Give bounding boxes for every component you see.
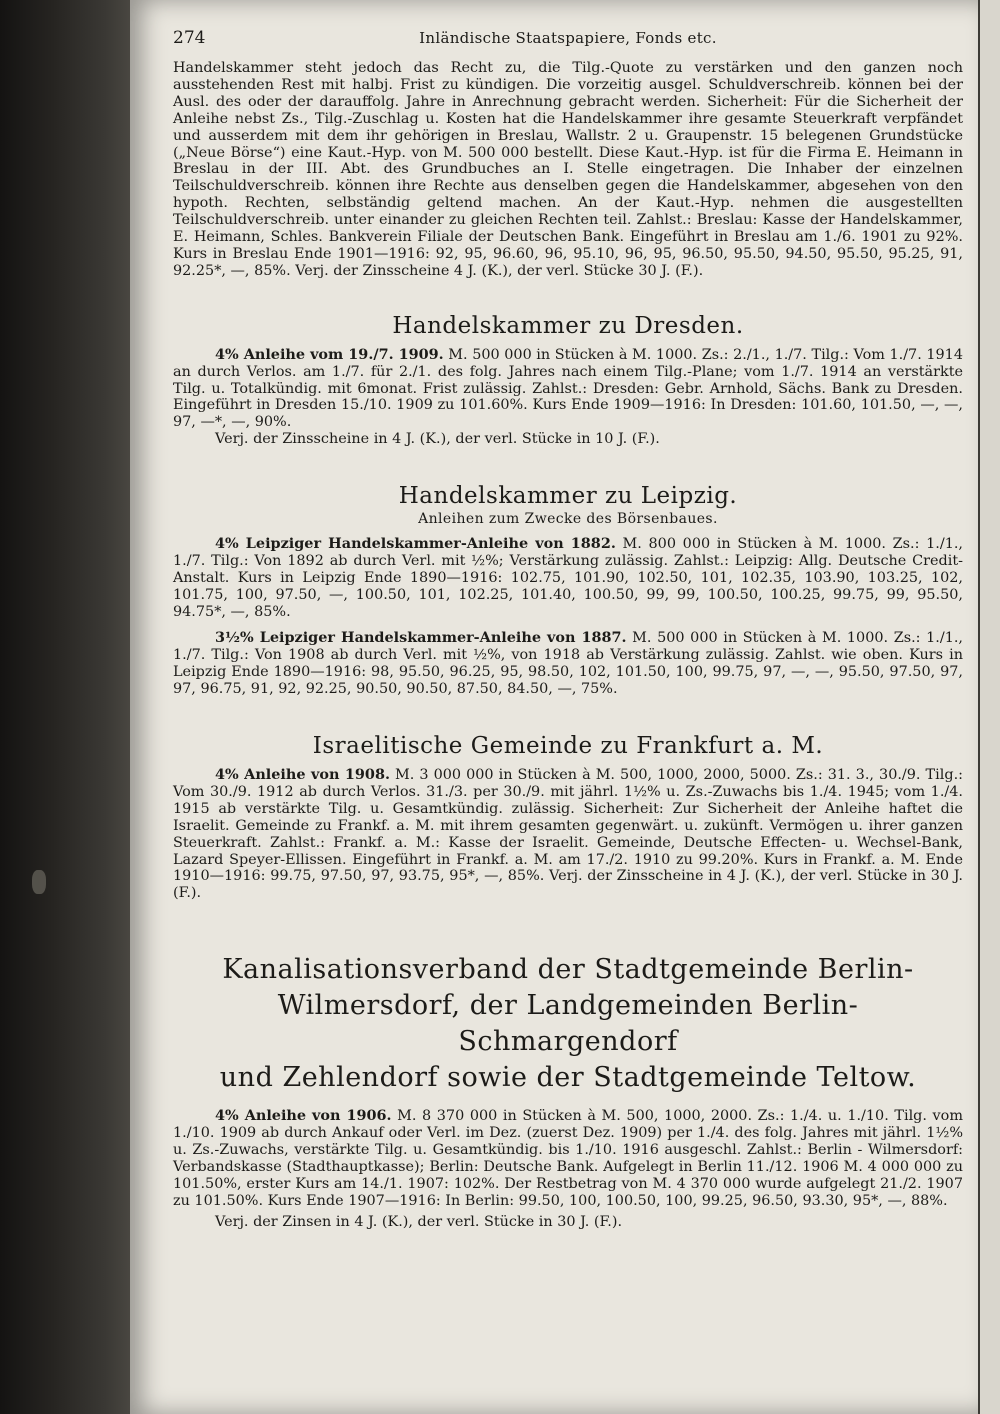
frankfurt-section xyxy=(173,767,963,902)
binding-mark xyxy=(32,870,46,894)
kanal-section xyxy=(173,1108,963,1230)
page-number: 274 xyxy=(173,28,206,48)
frankfurt-loan-text: M. 3 000 000 in Stücken à M. 500, 1000, 2000, 5000. Zs.: 31. 3., 30./9. Tilg.: Vom 30./9. 1912 ab durch Verlos. 31./3. per 30./9. mit jährl. 1½% u. Zs.-Zuwachs bis 1./4. 1945; vom 1./4. 1915 ab verstärkte Tilg. u. Gesamtkündig. zulässig. Sicherheit: Zur Sicherheit der Anleihe haftet die Israelit. Gemeinde zu Frankf. a. M. mit ihrem gesamten gegenwärt. u. zukünft. Vermögen u. ihrer ganzen Steuerkraft. Zahlst.: Frankf. a. M.: Kasse der Israelit. Gemeinde, Deutsche Effecten- u. Wechsel-Bank, Lazard Speyer-Ellissen. Eingeführt in Frankf. a. M. am 17./2. 1910 zu 99.20%. Kurs in Frankf. a. M. Ende 1910—1916: 99.75, 97.50, 97, 93.75, 95*, —, 85%. Verj. der Zinsscheine in 4 J. (K.), der verl. Stücke in 30 J. (F.). xyxy=(173,767,963,902)
heading-frankfurt: Israelitische Gemeinde zu Frankfurt a. M. xyxy=(312,733,824,760)
leipzig-loan1-paragraph xyxy=(173,536,963,621)
page-content xyxy=(173,30,963,1231)
kanal-loan-title: 4% Anleihe von 1906. xyxy=(215,1107,392,1125)
heading-kanalisationsverband xyxy=(173,952,963,1096)
heading-kanal-line2: Wilmersdorf, der Landgemeinden Berlin-Schmargendorf xyxy=(277,990,859,1058)
kanal-loan-text: M. 8 370 000 in Stücken à M. 500, 1000, 2000. Zs.: 1./4. u. 1./10. Tilg. vom 1./10. 1909 ab durch Ankauf oder Verl. im Dez. (zuerst Dez. 1909) per 1./4. des folg. Jahres mit jährl. 1½% u. Zs.-Zuwachs, verstärkte Tilg. u. Gesamtkündig. bis 1./10. 1916 ausgeschl. Zahlst.: Berlin - Wilmersdorf: Verbandskasse (Stadthauptkasse); Berlin: Deutsche Bank. Aufgelegt in Berlin 11./12. 1906 M. 4 000 000 zu 101.50%, erster Kurs am 14./1. 1907: 102%. Der Restbetrag von M. 4 370 000 wurde aufgelegt 21./2. 1907 zu 101.50%. Kurs Ende 1907—1916: In Berlin: 99.50, 100, 100.50, 100, 99.25, 96.50, 93.30, 95*, —, 88%. xyxy=(173,1108,963,1209)
dresden-loan-title: 4% Anleihe vom 19./7. 1909. xyxy=(215,345,444,363)
leipzig-subtitle: Anleihen zum Zwecke des Börsenbaues. xyxy=(418,511,718,528)
leipzig-loan2-title: 3½% Leipziger Handelskammer-Anleihe von 1887. xyxy=(215,629,627,647)
heading-dresden: Handelskammer zu Dresden. xyxy=(392,312,744,339)
leipzig-loan2-text: M. 500 000 in Stücken à M. 1000. Zs.: 1./1., 1./7. Tilg.: Von 1908 ab durch Verl. mit ½%, von 1918 ab Verstärkung zulässig. Zahlst. wie oben. Kurs in Leipzig Ende 1890—1916: 98, 95.50, 96.25, 95, 98.50, 102, 101.50, 100, 99.75, 97, —, —, 95.50, 97.50, 97, 97, 96.75, 91, 92, 92.25, 90.50, 90.50, 87.50, 84.50, —, 75%. xyxy=(173,630,963,698)
frankfurt-loan-paragraph xyxy=(173,767,963,902)
heading-kanal-line3: und Zehlendorf sowie der Stadtgemeinde Teltow. xyxy=(219,1062,917,1094)
intro-section xyxy=(173,60,963,280)
running-head xyxy=(173,30,963,60)
dresden-loan-text: M. 500 000 in Stücken à M. 1000. Zs.: 2./1., 1./7. Tilg.: Vom 1./7. 1914 an durch Verlos. am 1./7. für 2./1. des folg. Jahres nach einem Tilg.-Plane; vom 1./7. 1914 an verstärkte Tilg. u. Totalkündig. mit 6monat. Frist zulässig. Zahlst.: Dresden: Gebr. Arnhold, Sächs. Bank zu Dresden. Eingeführt in Dresden 15./10. 1909 zu 101.60%. Kurs Ende 1909—1916: In Dresden: 101.60, 101.50, —, —, 97, —*, —, 90%. xyxy=(173,346,963,431)
leipzig-loan2-paragraph xyxy=(173,630,963,698)
dresden-verj: Verj. der Zinsscheine in 4 J. (K.), der verl. Stücke in 10 J. (F.). xyxy=(215,431,660,448)
book-binding xyxy=(0,0,150,1414)
leipzig-loan1-title: 4% Leipziger Handelskammer-Anleihe von 1882. xyxy=(215,534,616,552)
heading-leipzig: Handelskammer zu Leipzig. xyxy=(398,483,738,510)
leipzig-loan1-text: M. 800 000 in Stücken à M. 1000. Zs.: 1./1., 1./7. Tilg.: Von 1892 ab durch Verl. mit ½%; Verstärkung zulässig. Zahlst.: Leipzig: Allg. Deutsche Credit-Anstalt. Kurs in Leipzig Ende 1890—1916: 102.75, 101.90, 102.50, 101, 102.35, 103.90, 103.25, 102, 101.75, 100, 97.50, —, 100.50, 101, 102.25, 101.40, 100.50, 99, 99, 100.50, 100.25, 99.75, 99, 95.50, 94.75*, —, 85%. xyxy=(173,535,964,620)
dresden-section xyxy=(173,347,963,448)
heading-kanal-line1: Kanalisationsverband der Stadtgemeinde Berlin- xyxy=(222,954,914,986)
kanal-verj: Verj. der Zinsen in 4 J. (K.), der verl. Stücke in 30 J. (F.). xyxy=(215,1213,623,1230)
kanal-loan-paragraph xyxy=(173,1108,963,1209)
leipzig-section xyxy=(173,536,963,698)
frankfurt-loan-title: 4% Anleihe von 1908. xyxy=(215,766,390,783)
dresden-loan-paragraph xyxy=(173,347,963,432)
adjacent-page-edge xyxy=(978,0,1000,1414)
intro-paragraph: Handelskammer steht jedoch das Recht zu, die Tilg.-Quote zu verstärken und den ganzen noch ausstehenden Rest mit halbj. Frist zu kündigen. Die vorzeitig ausgel. Schuldverschreib. können bei der Ausl. des oder der darauffolg. Jahre in Anrechnung gebracht werden. Sicherheit: Für die Sicherheit der Anleihe nebst Zs., Tilg.-Zuschlag u. Kosten hat die Handelskammer ihre gesamte Steuerkraft verpfändet und ausserdem mit dem ihr gehörigen in Breslau, Wallstr. 2 u. Graupenstr. 15 belegenen Grundstücke („Neue Börse“) eine Kaut.-Hyp. von M. 500 000 bestellt. Diese Kaut.-Hyp. ist für die Firma E. Heimann in Breslau in der III. Abt. des Grundbuches an I. Stelle eingetragen. Die Inhaber der einzelnen Teilschuldverschreib. können ihre Rechte aus denselben gegen die Handelskammer, abgesehen von den hypoth. Rechten, selbständig geltend machen. An der Kaut.-Hyp. nehmen die ausgestellten Teilschuldverschreib. unter einander zu gleichen Rechten teil. Zahlst.: Breslau: Kasse der Handelskammer, E. Heimann, Schles. Bankverein Filiale der Deutschen Bank. Eingeführt in Breslau am 1./6. 1901 zu 92%. Kurs in Breslau Ende 1901—1916: 92, 95, 96.60, 96, 95.10, 96, 95, 96.50, 95.50, 94.50, 95.50, 95.25, 91, 92.25*, —, 85%. Verj. der Zinsscheine 4 J. (K.), der verl. Stücke 30 J. (F.). xyxy=(173,60,963,279)
running-title: Inländische Staatspapiere, Fonds etc. xyxy=(419,29,717,47)
